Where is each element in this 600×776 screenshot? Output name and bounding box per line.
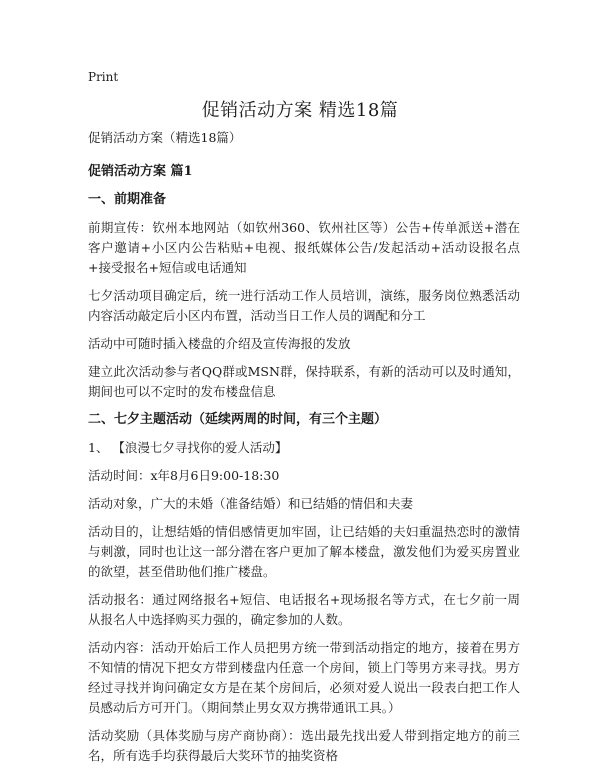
section-title-theme: 二、七夕主题活动（延续两周的时间，有三个主题）	[88, 412, 388, 427]
part-heading: 促销活动方案 篇1	[88, 164, 193, 179]
page-title: 促销活动方案 精选18篇	[201, 100, 399, 121]
paragraph-publicity: 前期宣传：钦州本地网站（如钦州360、钦州社区等）公告+传单派送+潜在客户邀请+小区内公告粘贴+电视、报纸媒体公告/发起活动+活动设报名点+接受报名+短信或电话通知	[88, 220, 520, 275]
activity-reward: 活动奖励（具体奖励与房产商协商）：选出最先找出爱人带到指定地方的前三名，所有选手均获得最后大奖环节的抽奖资格	[88, 728, 520, 763]
activity-time: 活动时间：x年8月6日9:00-18:30	[88, 468, 280, 483]
document-body	[88, 128, 520, 774]
activity-title: 1、 【浪漫七夕寻找你的爱人活动】	[88, 440, 288, 455]
activity-target: 活动对象，广大的未婚（准备结婚）和已结婚的情侣和夫妻	[88, 496, 414, 511]
document-subtitle: 促销活动方案（精选18篇）	[88, 130, 242, 145]
section-title-preparation: 一、前期准备	[88, 192, 167, 207]
paragraph-training: 七夕活动项目确定后，统一进行活动工作人员培训，演练，服务岗位熟悉活动内容活动敲定后小区内布置，活动当日工作人员的调配和分工	[88, 288, 520, 323]
paragraph-flyers: 活动中可随时插入楼盘的介绍及宣传海报的发放	[88, 336, 351, 351]
activity-signup: 活动报名：通过网络报名+短信、电话报名+现场报名等方式，在七夕前一周从报名人中选择购买力强的，确定参加的人数。	[88, 592, 520, 627]
print-link[interactable]: Print	[88, 70, 119, 84]
activity-goal: 活动目的，让想结婚的情侣感情更加牢固，让已结婚的夫妇重温热恋时的激情与刺激，同时也让这一部分潜在客户更加了解本楼盘，激发他们为爱买房置业的欲望，甚至借助他们推广楼盘。	[88, 524, 520, 579]
paragraph-qq-group: 建立此次活动参与者QQ群或MSN群，保持联系，有新的活动可以及时通知，期间也可以不定时的发布楼盘信息	[88, 364, 520, 399]
activity-content: 活动内容：活动开始后工作人员把男方统一带到活动指定的地方，接着在男方不知情的情况下把女方带到楼盘内任意一个房间，锁上门等男方来寻找。男方经过寻找并询问确定女方是在某个房间后，必须对爱人说出一段表白把工作人员感动后方可开门。（期间禁止男女双方携带通讯工具。）	[88, 640, 520, 715]
